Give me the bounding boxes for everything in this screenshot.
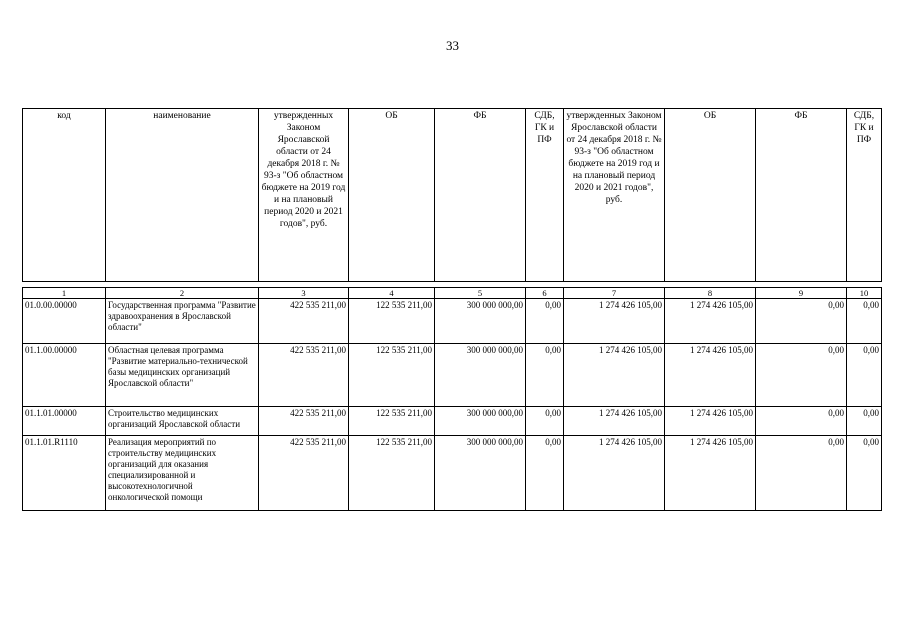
cell-name: Областная целевая программа "Развитие материально-технической базы медицинских организаций Ярославской области" [106,344,259,407]
cell-amount: 1 274 426 105,00 [665,436,756,511]
table-row [23,299,882,344]
page-number: 33 [446,38,459,53]
cell-code: 01.0.00.00000 [23,299,106,344]
cell-code: 01.1.01.00000 [23,407,106,436]
cell-amount: 122 535 211,00 [349,299,435,344]
column-number: 6 [526,288,564,299]
header-sdb-2020: СДБ, ГК и ПФ [847,109,882,282]
column-number: 10 [847,288,882,299]
cell-amount: 1 274 426 105,00 [564,407,665,436]
header-fb-2020: ФБ [756,109,847,282]
cell-name: Государственная программа "Развитие здравоохранения в Ярославской области" [106,299,259,344]
column-number: 2 [106,288,259,299]
cell-amount: 0,00 [526,299,564,344]
cell-amount: 422 535 211,00 [259,299,349,344]
column-number: 3 [259,288,349,299]
cell-code: 01.1.01.R1110 [23,436,106,511]
header-code: код [23,109,106,282]
cell-amount: 0,00 [847,299,882,344]
cell-amount: 300 000 000,00 [435,436,526,511]
cell-amount: 300 000 000,00 [435,299,526,344]
header-fb-2019: ФБ [435,109,526,282]
cell-amount: 1 274 426 105,00 [564,344,665,407]
cell-amount: 122 535 211,00 [349,436,435,511]
header-name: наименование [106,109,259,282]
header-approved-2020: утвержденных Законом Ярославской области от 24 декабря 2018 г. № 93-з "Об областном бюджете на 2019 год и на плановый период 2020 и 2021 годов", руб. [564,109,665,282]
column-number: 4 [349,288,435,299]
cell-amount: 422 535 211,00 [259,407,349,436]
cell-amount: 1 274 426 105,00 [665,299,756,344]
cell-amount: 0,00 [756,407,847,436]
cell-amount: 0,00 [756,436,847,511]
cell-amount: 1 274 426 105,00 [665,344,756,407]
cell-amount: 122 535 211,00 [349,344,435,407]
cell-amount: 0,00 [526,407,564,436]
cell-amount: 0,00 [756,344,847,407]
cell-amount: 1 274 426 105,00 [564,299,665,344]
cell-amount: 0,00 [526,436,564,511]
header-ob-2020: ОБ [665,109,756,282]
cell-amount: 0,00 [526,344,564,407]
cell-amount: 1 274 426 105,00 [564,436,665,511]
cell-code: 01.1.00.00000 [23,344,106,407]
cell-amount: 422 535 211,00 [259,344,349,407]
cell-amount: 0,00 [847,436,882,511]
table-row [23,436,882,511]
header-sdb-2019: СДБ, ГК и ПФ [526,109,564,282]
column-numbers-row [23,288,882,299]
table-row [23,407,882,436]
cell-amount: 0,00 [847,407,882,436]
table-row [23,344,882,407]
header-ob-2019: ОБ [349,109,435,282]
header-approved-2019: утвержденных Законом Ярославской области от 24 декабря 2018 г. № 93-з "Об областном бюджете на 2019 год и на плановый период 2020 и 2021 годов", руб. [259,109,349,282]
cell-name: Реализация мероприятий по строительству медицинских организаций для оказания специализированной и высокотехнологичной онкологической помощи [106,436,259,511]
column-number: 8 [665,288,756,299]
column-number: 1 [23,288,106,299]
cell-amount: 0,00 [756,299,847,344]
column-number: 7 [564,288,665,299]
cell-amount: 300 000 000,00 [435,407,526,436]
cell-amount: 122 535 211,00 [349,407,435,436]
column-number: 9 [756,288,847,299]
cell-amount: 0,00 [847,344,882,407]
cell-amount: 422 535 211,00 [259,436,349,511]
cell-amount: 1 274 426 105,00 [665,407,756,436]
budget-table [22,287,882,511]
cell-amount: 300 000 000,00 [435,344,526,407]
column-number: 5 [435,288,526,299]
table-header [22,108,882,282]
cell-name: Строительство медицинских организаций Ярославской области [106,407,259,436]
